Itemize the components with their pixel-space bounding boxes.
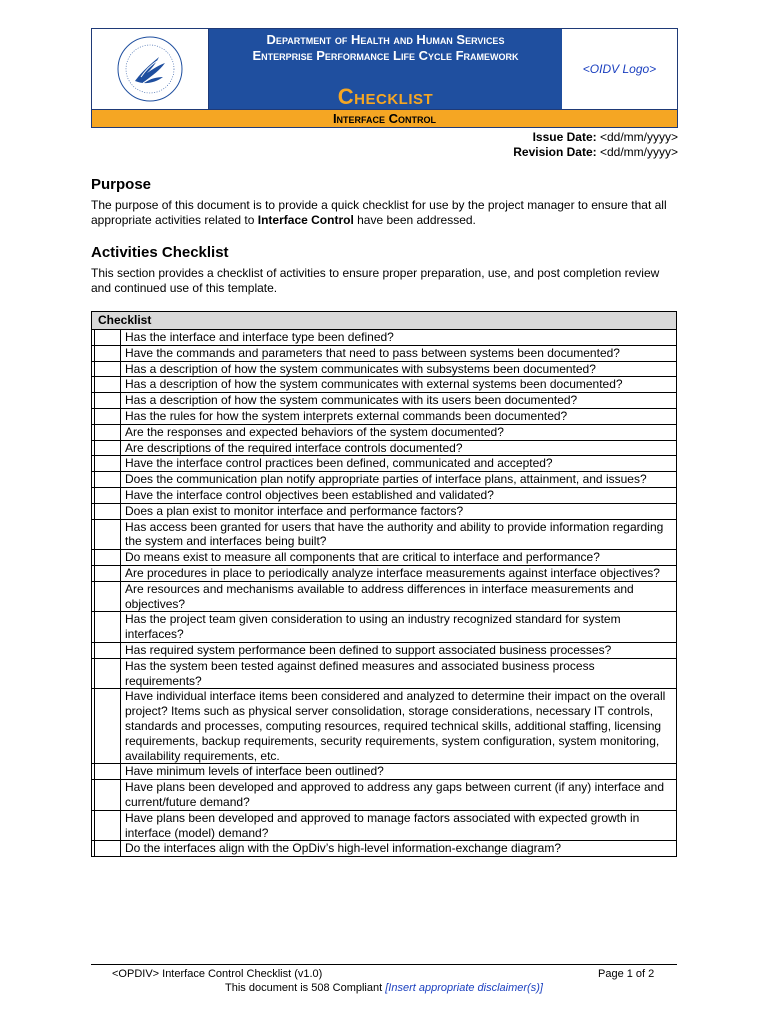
purpose-text-bold: Interface Control bbox=[257, 213, 354, 227]
checklist-item-text: Do means exist to measure all components that are critical to interface and performance? bbox=[121, 550, 677, 566]
checklist-row bbox=[92, 841, 677, 857]
checklist-item-text: Does a plan exist to monitor interface and performance factors? bbox=[121, 503, 677, 519]
checkbox-cell[interactable] bbox=[95, 658, 121, 689]
checkbox-cell[interactable] bbox=[95, 519, 121, 550]
checkbox-cell[interactable] bbox=[95, 841, 121, 857]
purpose-heading: Purpose bbox=[91, 176, 152, 193]
checklist-item-text: Does the communication plan notify appropriate parties of interface plans, attainment, and issues? bbox=[121, 472, 677, 488]
checklist-row bbox=[92, 345, 677, 361]
checklist-row bbox=[92, 550, 677, 566]
checklist-row bbox=[92, 780, 677, 811]
checklist-row bbox=[92, 361, 677, 377]
checkbox-cell[interactable] bbox=[95, 377, 121, 393]
checklist-item-text: Have the commands and parameters that need to pass between systems been documented? bbox=[121, 345, 677, 361]
checkbox-cell[interactable] bbox=[95, 503, 121, 519]
checkbox-cell[interactable] bbox=[95, 472, 121, 488]
framework-name: Enterprise Performance Life Cycle Framework bbox=[252, 48, 519, 63]
checkbox-cell[interactable] bbox=[95, 345, 121, 361]
checklist-row bbox=[92, 393, 677, 409]
revision-date-value: <dd/mm/yyyy> bbox=[599, 145, 678, 159]
footer-compliance bbox=[0, 982, 768, 994]
checklist-row bbox=[92, 330, 677, 346]
date-block bbox=[513, 130, 678, 160]
document-subtitle: Interface Control bbox=[92, 109, 677, 127]
footer-divider bbox=[91, 964, 677, 965]
checklist-item-text: Have plans been developed and approved to address any gaps between current (if any) interface and current/future demand? bbox=[121, 780, 677, 811]
checkbox-cell[interactable] bbox=[95, 810, 121, 841]
hhs-seal bbox=[92, 29, 209, 109]
checklist-item-text: Has the project team given consideration to using an industry recognized standard for system interfaces? bbox=[121, 612, 677, 643]
checklist-row bbox=[92, 408, 677, 424]
purpose-text-start: The purpose of this document is to provide a quick checklist for use by the project manager to ensure that all appropriate activities related to bbox=[91, 198, 667, 227]
checkbox-cell[interactable] bbox=[95, 393, 121, 409]
checklist-row bbox=[92, 581, 677, 612]
checkbox-cell[interactable] bbox=[95, 440, 121, 456]
checkbox-cell[interactable] bbox=[95, 612, 121, 643]
footer-doc-name: <OPDIV> Interface Control Checklist (v1.0) bbox=[112, 968, 323, 980]
checklist-item-text: Have plans been developed and approved to manage factors associated with expected growth in interface (model) demand? bbox=[121, 810, 677, 841]
checklist-item-text: Has a description of how the system communicates with subsystems been documented? bbox=[121, 361, 677, 377]
checklist-row bbox=[92, 764, 677, 780]
checklist-row bbox=[92, 565, 677, 581]
checkbox-cell[interactable] bbox=[95, 565, 121, 581]
checklist-item-text: Has required system performance been defined to support associated business processes? bbox=[121, 642, 677, 658]
checklist-item-text: Have the interface control objectives been established and validated? bbox=[121, 487, 677, 503]
checklist-item-text: Have individual interface items been considered and analyzed to determine their impact on the overall project? Items such as physical server consolidation, storage considerations, necessary IT controls, standards and processes, computing resources, required technical skills, additional staffing, licensing requirements, backup requirements, security requirements, system configuration, system monitoring, availability requirements, etc. bbox=[121, 689, 677, 764]
document-type: Checklist bbox=[337, 84, 434, 109]
document-header bbox=[91, 28, 678, 128]
checklist-row bbox=[92, 456, 677, 472]
checkbox-cell[interactable] bbox=[95, 550, 121, 566]
checkbox-cell[interactable] bbox=[95, 456, 121, 472]
checklist-item-text: Has a description of how the system communicates with external systems been documented? bbox=[121, 377, 677, 393]
disclaimer-text: [Insert appropriate disclaimer(s)] bbox=[385, 982, 543, 994]
purpose-text-end: have been addressed. bbox=[353, 213, 476, 227]
checklist-header: Checklist bbox=[92, 312, 677, 330]
checklist-item-text: Has a description of how the system communicates with its users been documented? bbox=[121, 393, 677, 409]
checklist-header-row bbox=[92, 312, 677, 330]
checklist-item-text: Has the rules for how the system interprets external commands been documented? bbox=[121, 408, 677, 424]
checklist-row bbox=[92, 440, 677, 456]
checkbox-cell[interactable] bbox=[95, 581, 121, 612]
checkbox-cell[interactable] bbox=[95, 764, 121, 780]
checklist-item-text: Do the interfaces align with the OpDiv’s high-level information-exchange diagram? bbox=[121, 841, 677, 857]
purpose-text bbox=[91, 198, 681, 228]
checklist-body bbox=[92, 330, 677, 857]
checklist-row bbox=[92, 689, 677, 764]
checklist-row bbox=[92, 487, 677, 503]
checklist-row bbox=[92, 503, 677, 519]
checklist-row bbox=[92, 658, 677, 689]
checklist-row bbox=[92, 519, 677, 550]
checklist-item-text: Have minimum levels of interface been outlined? bbox=[121, 764, 677, 780]
checkbox-cell[interactable] bbox=[95, 780, 121, 811]
footer-page-number: Page 1 of 2 bbox=[598, 968, 655, 980]
checkbox-cell[interactable] bbox=[95, 361, 121, 377]
checklist-item-text: Are descriptions of the required interface controls documented? bbox=[121, 440, 677, 456]
compliance-text: This document is 508 Compliant bbox=[225, 982, 386, 994]
checklist-item-text: Has access been granted for users that have the authority and ability to provide information regarding the system and interfaces being built? bbox=[121, 519, 677, 550]
issue-date-value: <dd/mm/yyyy> bbox=[599, 130, 678, 144]
checklist-item-text: Have the interface control practices been defined, communicated and accepted? bbox=[121, 456, 677, 472]
title-banner bbox=[209, 29, 562, 109]
checklist-item-text: Are procedures in place to periodically analyze interface measurements against interface objectives? bbox=[121, 565, 677, 581]
activities-text: This section provides a checklist of activities to ensure proper preparation, use, and post completion review and continued use of this template. bbox=[91, 266, 660, 295]
issue-date-label: Issue Date: bbox=[532, 130, 597, 144]
oidv-logo-placeholder: <OIDV Logo> bbox=[582, 62, 657, 76]
revision-date-label: Revision Date: bbox=[513, 145, 597, 159]
checklist-row bbox=[92, 377, 677, 393]
checklist-row bbox=[92, 642, 677, 658]
checklist-row bbox=[92, 472, 677, 488]
checkbox-cell[interactable] bbox=[95, 642, 121, 658]
activities-heading: Activities Checklist bbox=[91, 244, 229, 261]
checklist-row bbox=[92, 810, 677, 841]
checklist-item-text: Are the responses and expected behaviors of the system documented? bbox=[121, 424, 677, 440]
checklist-row bbox=[92, 612, 677, 643]
hhs-eagle-icon bbox=[107, 33, 193, 105]
checklist-item-text: Has the system been tested against defined measures and associated business process requirements? bbox=[121, 658, 677, 689]
checklist-item-text: Has the interface and interface type been defined? bbox=[121, 330, 677, 346]
checklist-item-text: Are resources and mechanisms available to address differences in interface measurements and objectives? bbox=[121, 581, 677, 612]
checkbox-cell[interactable] bbox=[95, 424, 121, 440]
checkbox-cell[interactable] bbox=[95, 408, 121, 424]
checkbox-cell[interactable] bbox=[95, 487, 121, 503]
checklist-row bbox=[92, 424, 677, 440]
checklist-table bbox=[91, 311, 677, 857]
department-name: Department of Health and Human Services bbox=[266, 32, 505, 47]
checkbox-cell[interactable] bbox=[95, 689, 121, 764]
checkbox-cell[interactable] bbox=[95, 330, 121, 346]
